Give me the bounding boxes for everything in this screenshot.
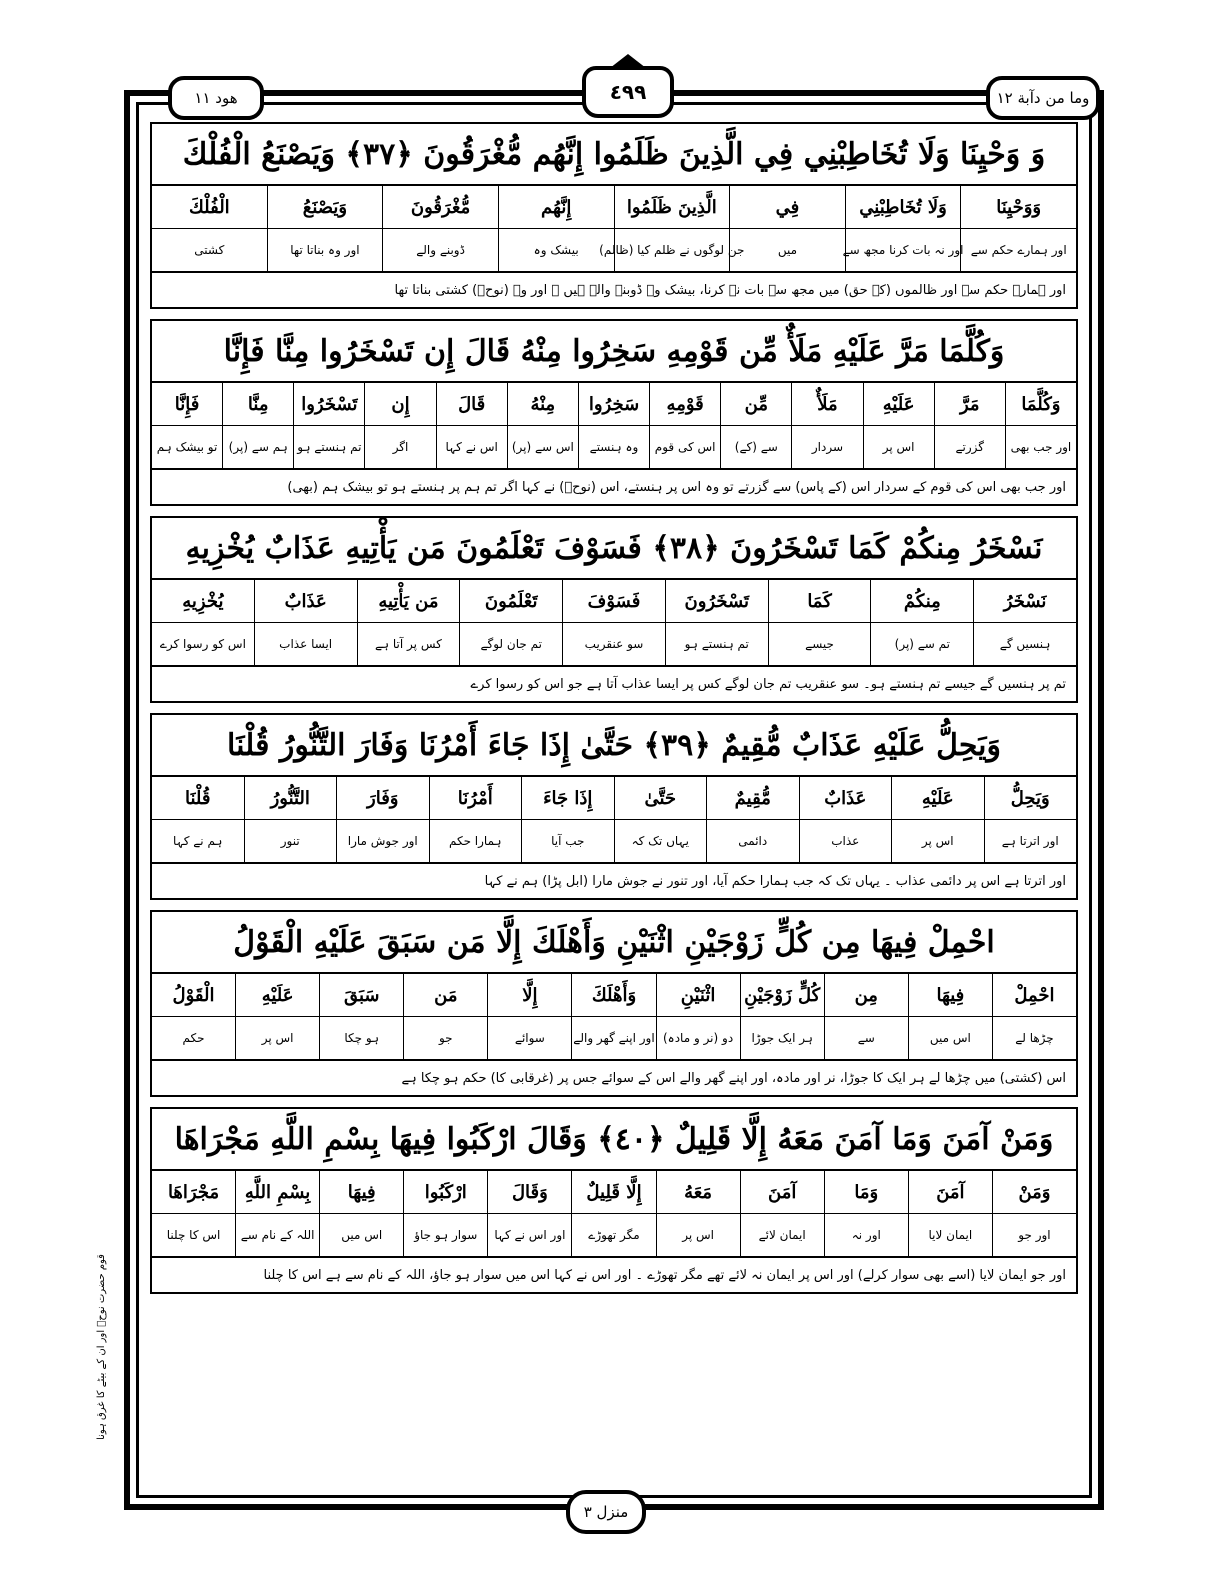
arabic-word: مَجْرَاهَا xyxy=(152,1171,235,1214)
word-cell xyxy=(824,974,908,1061)
word-meaning: ایسا عذاب xyxy=(255,623,357,667)
arabic-word: بِسْمِ اللَّهِ xyxy=(236,1171,319,1214)
word-meaning: ہم نے کہا xyxy=(152,820,244,864)
word-meaning: بیشک وہ xyxy=(499,229,614,273)
word-meaning: دائمی xyxy=(707,820,799,864)
word-meaning: اس کو رسوا کرے xyxy=(152,623,254,667)
word-meaning: کس پر آتا ہے xyxy=(358,623,460,667)
arabic-word: عَلَيْهِ xyxy=(892,777,984,820)
word-cell xyxy=(960,186,1076,273)
arabic-word: آمَنَ xyxy=(741,1171,824,1214)
arabic-word: الْفُلْكَ xyxy=(152,186,267,229)
para-name-tab xyxy=(986,76,1100,120)
word-cell xyxy=(254,580,357,667)
word-meaning: اور نہ بات کرنا مجھ سے xyxy=(846,229,961,273)
page-number-tab xyxy=(582,66,674,118)
word-meaning: ڈوبنے والے xyxy=(383,229,498,273)
arabic-word: وَقَالَ xyxy=(488,1171,571,1214)
arabic-word: مِنَّا xyxy=(223,383,293,426)
arabic-word: آمَنَ xyxy=(909,1171,992,1214)
word-cell xyxy=(992,974,1076,1061)
word-meaning: جیسے xyxy=(769,623,871,667)
word-meaning: ہو چکا xyxy=(320,1017,403,1061)
word-cell xyxy=(870,580,973,667)
verse-block xyxy=(150,713,1078,900)
arabic-word: قَوْمِهِ xyxy=(650,383,720,426)
word-cell xyxy=(768,580,871,667)
arabic-verse-line: وَمَنْ آمَنَ وَمَا آمَنَ مَعَهُ إِلَّا قَلِيلٌ ﴿٤٠﴾ وَقَالَ ارْكَبُوا فِيهَا بِسْمِ اللَّهِ مَجْرَاهَا xyxy=(150,1107,1078,1171)
word-meaning: سوار ہو جاؤ xyxy=(404,1214,487,1258)
word-cell xyxy=(740,974,824,1061)
word-by-word-grid xyxy=(150,580,1078,667)
word-meaning: اس نے کہا xyxy=(437,426,507,470)
word-meaning: اور نہ xyxy=(825,1214,908,1258)
verse-block xyxy=(150,516,1078,703)
arabic-word: مِن xyxy=(825,974,908,1017)
word-meaning: اس کا چلنا xyxy=(152,1214,235,1258)
arabic-word: مِّن xyxy=(721,383,791,426)
verse-translation: اور اترتا ہے اس پر دائمی عذاب ۔ یہاں تک کہ جب ہمارا حکم آیا، اور تنور نے جوش مارا (ابل پڑا) ہم نے کہا xyxy=(150,864,1078,900)
arabic-word: نَسْخَرُ xyxy=(974,580,1076,623)
word-cell xyxy=(436,383,507,470)
arabic-verse-line: وَ وَحْيِنَا وَلَا تُخَاطِبْنِي فِي الَّذِينَ ظَلَمُوا إِنَّهُم مُّغْرَقُونَ ﴿٣٧﴾ وَيَصْنَعُ الْفُلْكَ xyxy=(150,122,1078,186)
para-name: وما من دآبة ١٢ xyxy=(996,89,1090,107)
margin-note: قوم حضرت نوحؑ اور ان کے بیٹے کا غرق ہونا xyxy=(96,1254,107,1440)
word-meaning: اور اپنے گھر والے xyxy=(572,1017,655,1061)
verse-translation: اور جو ایمان لایا (اسے بھی سوار کرلے) اور اس پر ایمان نہ لائے تھے مگر تھوڑے ۔ اور اس نے کہا اس میں سوار ہو جاؤ، اللہ کے نام سے ہے اس کا چلنا xyxy=(150,1258,1078,1294)
arabic-word: مَن يَأْتِيهِ xyxy=(358,580,460,623)
word-cell xyxy=(740,1171,824,1258)
arabic-word: تَسْخَرُونَ xyxy=(666,580,768,623)
surah-name: هود ١١ xyxy=(194,89,238,107)
word-meaning: اور جو xyxy=(993,1214,1076,1258)
word-meaning: سے (کے) xyxy=(721,426,791,470)
word-cell xyxy=(973,580,1076,667)
arabic-word: مَرَّ xyxy=(935,383,1005,426)
word-meaning: اس میں xyxy=(320,1214,403,1258)
arabic-word: وَفَارَ xyxy=(337,777,429,820)
word-meaning: کشتی xyxy=(152,229,267,273)
arabic-word: إِلَّا xyxy=(488,974,571,1017)
arabic-verse-line: نَسْخَرُ مِنكُمْ كَمَا تَسْخَرُونَ ﴿٣٨﴾ فَسَوْفَ تَعْلَمُونَ مَن يَأْتِيهِ عَذَابٌ يُخْزِيهِ xyxy=(150,516,1078,580)
arabic-word: وَوَحْيِنَا xyxy=(961,186,1076,229)
word-meaning: سے xyxy=(825,1017,908,1061)
word-meaning: اور ہمارے حکم سے xyxy=(961,229,1076,273)
word-meaning: جن لوگوں نے ظلم کیا (ظالم) xyxy=(615,229,730,273)
page-number: ٤٩٩ xyxy=(609,80,647,104)
word-meaning: میں xyxy=(730,229,845,273)
verse-translation: اور جب بھی اس کی قوم کے سردار اس (کے پاس) سے گزرتے تو وہ اس پر ہنستے، اس (نوحؑ) نے کہا اگر تم ہم پر ہنستے ہو تو بیشک ہم (بھی) xyxy=(150,470,1078,506)
arabic-word: اثْنَيْنِ xyxy=(657,974,740,1017)
word-cell xyxy=(706,777,799,864)
arabic-word: وَكُلَّمَا xyxy=(1006,383,1076,426)
arabic-word: حَتَّىٰ xyxy=(615,777,707,820)
arabic-word: كَمَا xyxy=(769,580,871,623)
word-meaning: ایمان لائے xyxy=(741,1214,824,1258)
word-meaning: چڑھا لے xyxy=(993,1017,1076,1061)
arabic-word: يُخْزِيهِ xyxy=(152,580,254,623)
arabic-word: وَيَحِلُّ xyxy=(985,777,1077,820)
word-cell xyxy=(382,186,498,273)
arabic-word: إِلَّا قَلِيلٌ xyxy=(572,1171,655,1214)
word-meaning: اور اس نے کہا xyxy=(488,1214,571,1258)
word-cell xyxy=(891,777,984,864)
verse-translation: تم پر ہنسیں گے جیسے تم ہنستے ہو۔ سو عنقریب تم جان لوگے کس پر ایسا عذاب آتا ہے جو اس کو رسوا کرے xyxy=(150,667,1078,703)
arabic-word: مِنْهُ xyxy=(508,383,578,426)
word-meaning: اور جوش مارا xyxy=(337,820,429,864)
word-meaning: ہم سے (پر) xyxy=(223,426,293,470)
arabic-word: سَبَقَ xyxy=(320,974,403,1017)
word-cell xyxy=(824,1171,908,1258)
arabic-word: وَمَنْ xyxy=(993,1171,1076,1214)
manzil-tab xyxy=(566,1490,646,1534)
word-meaning: وہ ہنستے xyxy=(579,426,649,470)
word-meaning: جب آیا xyxy=(522,820,614,864)
word-cell xyxy=(614,777,707,864)
word-meaning: اس پر xyxy=(657,1214,740,1258)
word-cell xyxy=(665,580,768,667)
arabic-word: مِنكُمْ xyxy=(871,580,973,623)
word-cell xyxy=(235,974,319,1061)
word-cell xyxy=(222,383,293,470)
arabic-word: إِن xyxy=(365,383,435,426)
word-cell xyxy=(521,777,614,864)
word-meaning: یہاں تک کہ xyxy=(615,820,707,864)
word-meaning: اور اترتا ہے xyxy=(985,820,1077,864)
arabic-word: مَعَهُ xyxy=(657,1171,740,1214)
word-meaning: سو عنقریب xyxy=(563,623,665,667)
word-cell xyxy=(152,1171,235,1258)
word-cell xyxy=(791,383,862,470)
arabic-word: ارْكَبُوا xyxy=(404,1171,487,1214)
word-cell xyxy=(984,777,1077,864)
word-meaning: اور وہ بناتا تھا xyxy=(268,229,383,273)
word-cell xyxy=(152,974,235,1061)
word-cell xyxy=(244,777,337,864)
arabic-word: احْمِلْ xyxy=(993,974,1076,1017)
word-cell xyxy=(507,383,578,470)
arabic-word: كُلٍّ زَوْجَيْنِ xyxy=(741,974,824,1017)
word-cell xyxy=(293,383,364,470)
word-meaning: تنور xyxy=(245,820,337,864)
verse-block xyxy=(150,910,1078,1097)
word-meaning: اس کی قوم xyxy=(650,426,720,470)
arabic-word: وَأَهْلَكَ xyxy=(572,974,655,1017)
arabic-word: عَلَيْهِ xyxy=(236,974,319,1017)
word-cell xyxy=(364,383,435,470)
arabic-word: فَسَوْفَ xyxy=(563,580,665,623)
word-cell xyxy=(571,1171,655,1258)
arabic-word: فَإِنَّا xyxy=(152,383,222,426)
word-meaning: اس پر xyxy=(864,426,934,470)
word-cell xyxy=(336,777,429,864)
arabic-word: أَمْرُنَا xyxy=(430,777,522,820)
word-cell xyxy=(578,383,649,470)
arabic-word: إِنَّهُم xyxy=(499,186,614,229)
word-cell xyxy=(403,1171,487,1258)
word-meaning: اگر xyxy=(365,426,435,470)
arabic-word: قُلْنَا xyxy=(152,777,244,820)
word-meaning: تو بیشک ہم xyxy=(152,426,222,470)
word-meaning: دو (نر و مادہ) xyxy=(657,1017,740,1061)
arabic-word: الْقَوْلُ xyxy=(152,974,235,1017)
word-cell xyxy=(498,186,614,273)
arabic-word: فِيهَا xyxy=(909,974,992,1017)
word-meaning: تم ہنستے ہو xyxy=(294,426,364,470)
arabic-word: وَيَصْنَعُ xyxy=(268,186,383,229)
word-cell xyxy=(656,974,740,1061)
arabic-word: مَلَأٌ xyxy=(792,383,862,426)
word-cell xyxy=(357,580,460,667)
word-cell xyxy=(720,383,791,470)
word-cell xyxy=(571,974,655,1061)
surah-name-tab xyxy=(168,76,264,120)
word-meaning: مگر تھوڑے xyxy=(572,1214,655,1258)
word-cell xyxy=(842,186,964,273)
word-cell xyxy=(267,186,383,273)
word-by-word-grid xyxy=(150,186,1078,273)
word-meaning: حکم xyxy=(152,1017,235,1061)
word-meaning: اس پر xyxy=(236,1017,319,1061)
arabic-word: عَذَابٌ xyxy=(255,580,357,623)
word-cell xyxy=(319,974,403,1061)
verse-translation: اس (کشتی) میں چڑھا لے ہر ایک کا جوڑا، نر اور مادہ، اور اپنے گھر والے اس کے سوائے جس پر (غرقابی کا) حکم ہو چکا ہے xyxy=(150,1061,1078,1097)
manzil-label: منزل ٣ xyxy=(583,1503,629,1521)
arabic-word: فِيهَا xyxy=(320,1171,403,1214)
verses-container xyxy=(150,122,1078,1304)
verse-block xyxy=(150,319,1078,506)
word-meaning: ہنسیں گے xyxy=(974,623,1076,667)
word-cell xyxy=(908,1171,992,1258)
arabic-verse-line: وَكُلَّمَا مَرَّ عَلَيْهِ مَلَأٌ مِّن قَوْمِهِ سَخِرُوا مِنْهُ قَالَ إِن تَسْخَرُوا مِنَّا فَإِنَّا xyxy=(150,319,1078,383)
word-meaning: تم جان لوگے xyxy=(460,623,562,667)
word-meaning: تم ہنستے ہو xyxy=(666,623,768,667)
word-cell xyxy=(152,777,244,864)
arabic-word: سَخِرُوا xyxy=(579,383,649,426)
arabic-verse-line: وَيَحِلُّ عَلَيْهِ عَذَابٌ مُّقِيمٌ ﴿٣٩﴾ حَتَّىٰ إِذَا جَاءَ أَمْرُنَا وَفَارَ التَّنُّورُ قُلْنَا xyxy=(150,713,1078,777)
arabic-word: عَلَيْهِ xyxy=(864,383,934,426)
word-meaning: ایمان لایا xyxy=(909,1214,992,1258)
word-cell xyxy=(599,186,745,273)
arabic-word: تَسْخَرُوا xyxy=(294,383,364,426)
word-cell xyxy=(152,186,267,273)
word-meaning: اور جب بھی xyxy=(1006,426,1076,470)
word-by-word-grid xyxy=(150,383,1078,470)
word-cell xyxy=(403,974,487,1061)
arabic-word: وَمَا xyxy=(825,1171,908,1214)
word-cell xyxy=(235,1171,319,1258)
arabic-word: مُّغْرَقُونَ xyxy=(383,186,498,229)
word-cell xyxy=(1005,383,1076,470)
word-cell xyxy=(319,1171,403,1258)
word-cell xyxy=(487,974,571,1061)
arabic-word: فِي xyxy=(730,186,845,229)
arabic-word: وَلَا تُخَاطِبْنِي xyxy=(846,186,961,229)
arabic-word: قَالَ xyxy=(437,383,507,426)
word-cell xyxy=(799,777,892,864)
verse-block xyxy=(150,1107,1078,1294)
word-cell xyxy=(429,777,522,864)
arabic-word: التَّنُّورُ xyxy=(245,777,337,820)
word-meaning: گزرتے xyxy=(935,426,1005,470)
word-meaning: جو xyxy=(404,1017,487,1061)
word-meaning: اس میں xyxy=(909,1017,992,1061)
arabic-word: تَعْلَمُونَ xyxy=(460,580,562,623)
word-meaning: اللہ کے نام سے xyxy=(236,1214,319,1258)
word-cell xyxy=(152,383,222,470)
verse-block xyxy=(150,122,1078,309)
word-meaning: سردار xyxy=(792,426,862,470)
word-cell xyxy=(152,580,254,667)
word-meaning: اس سے (پر) xyxy=(508,426,578,470)
word-by-word-grid xyxy=(150,777,1078,864)
word-cell xyxy=(459,580,562,667)
word-meaning: تم سے (پر) xyxy=(871,623,973,667)
word-cell xyxy=(934,383,1005,470)
arabic-word: الَّذِينَ ظَلَمُوا xyxy=(615,186,730,229)
word-cell xyxy=(992,1171,1076,1258)
word-by-word-grid xyxy=(150,1171,1078,1258)
word-cell xyxy=(656,1171,740,1258)
word-meaning: ہر ایک جوڑا xyxy=(741,1017,824,1061)
word-meaning: اس پر xyxy=(892,820,984,864)
arabic-word: مُّقِيمٌ xyxy=(707,777,799,820)
word-meaning: سوائے xyxy=(488,1017,571,1061)
word-by-word-grid xyxy=(150,974,1078,1061)
verse-translation: اور ہمارے حکم سے اور ظالموں (کے حق) میں مجھ سے بات نہ کرنا، بیشک وہ ڈوبنے والے ہیں ۔ اور وہ (نوحؑ) کشتی بناتا تھا xyxy=(150,273,1078,309)
word-meaning: عذاب xyxy=(800,820,892,864)
word-meaning: ہمارا حکم xyxy=(430,820,522,864)
arabic-word: مَن xyxy=(404,974,487,1017)
word-cell xyxy=(649,383,720,470)
arabic-word: إِذَا جَاءَ xyxy=(522,777,614,820)
word-cell xyxy=(863,383,934,470)
word-cell xyxy=(562,580,665,667)
arabic-verse-line: احْمِلْ فِيهَا مِن كُلٍّ زَوْجَيْنِ اثْنَيْنِ وَأَهْلَكَ إِلَّا مَن سَبَقَ عَلَيْهِ الْقَوْلُ xyxy=(150,910,1078,974)
word-cell xyxy=(487,1171,571,1258)
word-cell xyxy=(908,974,992,1061)
word-cell xyxy=(729,186,845,273)
arabic-word: عَذَابٌ xyxy=(800,777,892,820)
